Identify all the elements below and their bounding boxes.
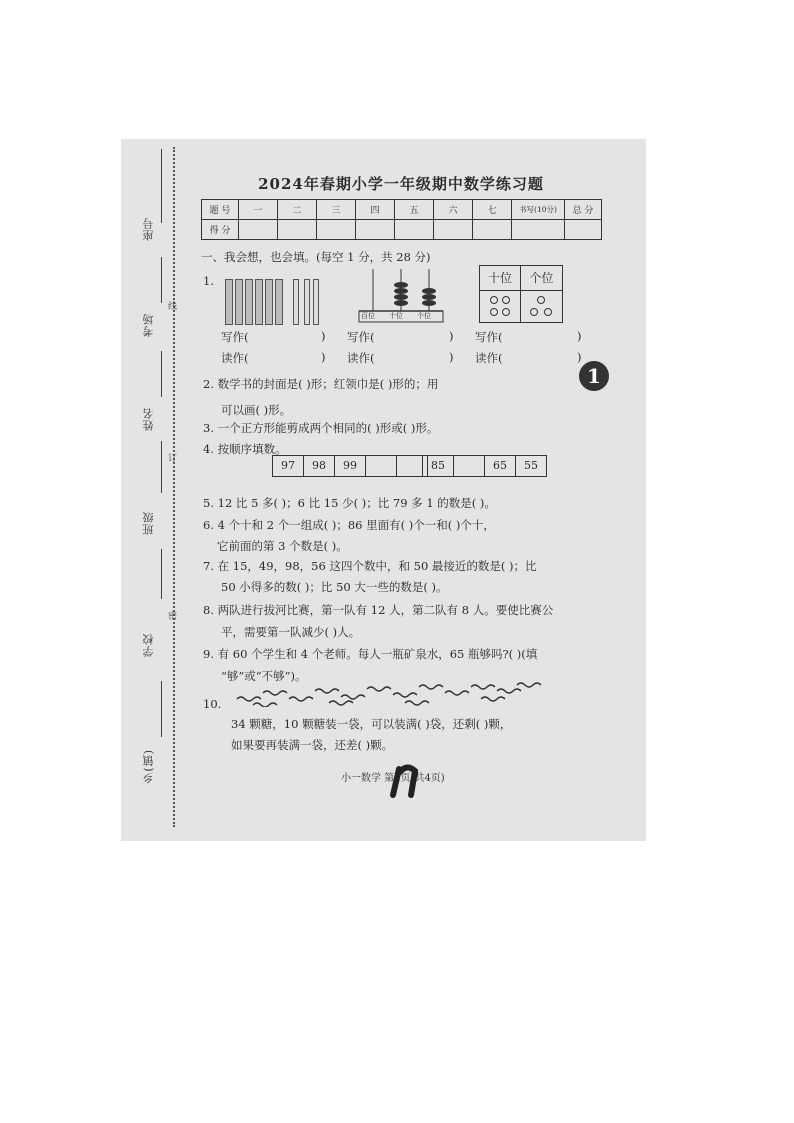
close-paren: ) (321, 350, 326, 364)
candies-picture (233, 679, 543, 707)
town-line (161, 681, 162, 737)
score-cell: 题 号 (202, 200, 239, 220)
class-line (161, 441, 162, 493)
seat-no-line (161, 149, 162, 223)
sequence-1 (273, 455, 428, 477)
close-paren: ) (577, 350, 582, 364)
score-cell: 书写(10分) (512, 200, 565, 220)
exam-room-line (161, 257, 162, 303)
sequence-2 (423, 455, 547, 477)
counter-circles (480, 291, 562, 322)
exam-title: 2024年春期小学一年级期中数学练习题 (258, 175, 544, 193)
close-paren: ) (449, 350, 454, 364)
coin-icon: 1 (579, 361, 609, 391)
score-cell: 一 (239, 200, 278, 220)
abacus-label-tens: 十位 (389, 312, 403, 320)
side-label-room: 考场 (142, 313, 155, 337)
binding-dotted-line (173, 147, 175, 827)
q6-line1: 6. 4 个十和 2 个一组成( )；86 里面有( )个一和( )个十， (203, 518, 495, 532)
score-input[interactable] (278, 220, 317, 240)
score-table (201, 199, 602, 240)
score-input[interactable] (473, 220, 512, 240)
read-label: 读作( (475, 351, 503, 365)
q10-line1: 34 颗糖，10 颗糖装一袋，可以装满( )袋，还剩( )颗， (231, 717, 512, 731)
sequence-cell: 55 (515, 455, 547, 477)
section-heading: 一、我会想，也会填。(每空 1 分，共 28 分) (201, 250, 431, 264)
side-char-xian: 线 (168, 302, 178, 312)
close-paren: ) (321, 329, 326, 343)
score-input[interactable] (356, 220, 395, 240)
sequence-blank[interactable] (453, 455, 485, 477)
score-input[interactable] (317, 220, 356, 240)
q7-line2: 50 小得多的数( )；比 50 大一些的数是( )。 (221, 580, 448, 594)
score-input[interactable] (565, 220, 602, 240)
sequence-cell: 98 (303, 455, 335, 477)
score-cell: 总 分 (565, 200, 602, 220)
q3-text: 3. 一个正方形能剪成两个相同的( )形或( )形。 (203, 421, 439, 435)
score-cell: 得 分 (202, 220, 239, 240)
close-paren: ) (577, 329, 582, 343)
write-label: 写作( (475, 330, 503, 344)
close-paren: ) (449, 329, 454, 343)
abacus-label-hundreds: 百位 (361, 312, 375, 320)
side-label-school: 学校 (142, 633, 155, 657)
stick-bundle (235, 279, 243, 325)
score-header-row (202, 200, 602, 220)
side-char-ding: 订 (168, 454, 178, 464)
q10-number: 10. (203, 697, 222, 711)
score-value-row (202, 220, 602, 240)
q2-line1: 2. 数学书的封面是( )形；红领巾是( )形的；用 (203, 377, 439, 391)
sequence-cell: 99 (334, 455, 366, 477)
score-cell: 六 (434, 200, 473, 220)
q6-line2: 它前面的第 3 个数是( )。 (217, 539, 348, 553)
q9-line1: 9. 有 60 个学生和 4 个老师。每人一瓶矿泉水，65 瓶够吗?( )(填 (203, 647, 538, 661)
read-label: 读作( (221, 351, 249, 365)
q8-line2: 平，需要第一队减少( )人。 (221, 625, 361, 639)
score-cell: 七 (473, 200, 512, 220)
sequence-blank[interactable] (365, 455, 397, 477)
watermark-logo-icon (387, 759, 429, 799)
stick-bundle (225, 279, 233, 325)
sequence-cell: 97 (272, 455, 304, 477)
stick-bundle (275, 279, 283, 325)
single-stick (313, 279, 319, 325)
abacus-label-ones: 个位 (417, 312, 431, 320)
score-cell: 三 (317, 200, 356, 220)
stick-bundle (265, 279, 273, 325)
read-label: 读作( (347, 351, 375, 365)
sequence-cell: 85 (422, 455, 454, 477)
score-input[interactable] (239, 220, 278, 240)
score-input[interactable] (434, 220, 473, 240)
page-footer: 小一数学 第1页(共4页) (341, 773, 445, 784)
score-input[interactable] (395, 220, 434, 240)
side-label-class: 班级 (142, 511, 155, 535)
sequence-cell: 65 (484, 455, 516, 477)
exam-photo (121, 139, 646, 841)
score-input[interactable] (512, 220, 565, 240)
stick-bundle (245, 279, 253, 325)
name-line (161, 351, 162, 397)
score-cell: 二 (278, 200, 317, 220)
q9-line2: “够”或“不够”)。 (221, 669, 307, 683)
score-cell: 五 (395, 200, 434, 220)
q4-text: 4. 按顺序填数。 (203, 442, 287, 456)
side-label-name: 姓名 (142, 407, 155, 431)
write-label: 写作( (221, 330, 249, 344)
side-label-seat: 座号 (142, 217, 155, 241)
q2-line2: 可以画( )形。 (221, 403, 292, 417)
q5-text: 5. 12 比 5 多( )；6 比 15 少( )；比 79 多 1 的数是( )。 (203, 496, 496, 510)
school-line (161, 549, 162, 599)
place-value-chart (479, 265, 563, 323)
q10-line2: 如果要再装满一袋，还差( )颗。 (231, 738, 394, 752)
side-char-mi: 密 (168, 612, 178, 622)
side-label-town: 乡(镇) (142, 749, 155, 784)
score-cell: 四 (356, 200, 395, 220)
q8-line1: 8. 两队进行拔河比赛，第一队有 12 人，第二队有 8 人。要使比赛公 (203, 603, 554, 617)
q7-line1: 7. 在 15，49，98，56 这四个数中，和 50 最接近的数是( )；比 (203, 559, 537, 573)
stick-bundle (255, 279, 263, 325)
q1-number: 1. (203, 274, 214, 288)
tens-header: 十位 (480, 266, 521, 291)
single-stick (293, 279, 299, 325)
single-stick (304, 279, 310, 325)
write-label: 写作( (347, 330, 375, 344)
ones-header: 个位 (521, 266, 562, 291)
